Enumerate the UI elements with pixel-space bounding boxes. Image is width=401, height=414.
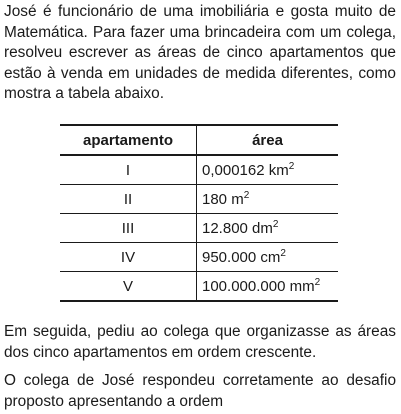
area-value: 950.000 $cm^2$ xyxy=(197,243,339,272)
apartment-label: III xyxy=(60,214,197,243)
instruction-paragraph: Em seguida, pediu ao colega que organizasse as áreas dos cinco apartamentos em ordem crescente. xyxy=(4,323,396,361)
area-value: 12.800 $dm^2$ xyxy=(197,214,339,243)
table-row xyxy=(60,155,338,185)
table-row xyxy=(60,185,338,214)
table-row xyxy=(60,243,338,272)
table-header-row xyxy=(60,125,338,155)
table-row xyxy=(60,272,338,302)
apartment-label: II xyxy=(60,185,197,214)
apartment-label: IV xyxy=(60,243,197,272)
header-apartamento: apartamento xyxy=(60,125,197,155)
apartment-label: V xyxy=(60,272,197,302)
area-value: 100.000.000 $mm^2$ xyxy=(197,272,339,302)
area-value: 180 $m^2$ xyxy=(197,185,339,214)
area-value: 0,000162 $km^2$ xyxy=(197,155,339,185)
areas-table xyxy=(60,124,338,302)
header-area: área xyxy=(197,125,339,155)
question-paragraph: O colega de José respondeu corretamente ao desafio proposto apresentando a ordem xyxy=(4,372,396,410)
apartment-label: I xyxy=(60,155,197,185)
table-row xyxy=(60,214,338,243)
intro-paragraph: José é funcionário de uma imobiliária e gosta muito de Matemática. Para fazer uma brincadeira com um colega, resolveu escrever as áreas de cinco apartamentos que estão à venda em unidades de medida diferentes, como mostra a tabela abaixo. xyxy=(4,3,396,102)
